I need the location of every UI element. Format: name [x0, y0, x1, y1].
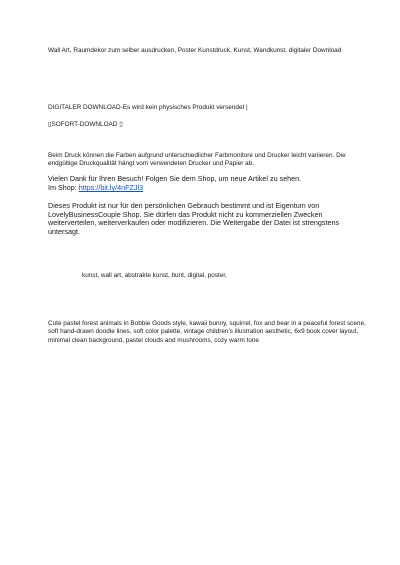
illustration-prompt: Cute pastel forest animals in Bobbie Goods style, kawaii bunny, squirrel, fox and bear in a peaceful forest scene, soft hand-drawn doodle lines, soft color palette, vintage children's illustration aesthetic, 6x9 book cover layout, minimal clean background, pastel clouds and mushrooms, cozy warm tone: [48, 320, 366, 344]
download-notice: DIGITALER DOWNLOAD-Es wird kein physisches Produkt versendet |: [48, 104, 248, 111]
shop-line: [48, 184, 368, 193]
legal-notice: Dieses Produkt ist nur für den persönlichen Gebrauch bestimmt und ist Eigentum von LovelyBusinessCouple Shop. Sie dürfen das Produkt nicht zu kommerziellen Zwecken weiterverteilen, weiterverkaufen oder modifizieren. Die Weitergabe der Datei ist strengstens untersagt.: [48, 201, 340, 236]
shop-label: Im Shop:: [48, 183, 79, 192]
tags-line: kunst, wall art, abstrakte kunst, bunt, digital, poster,: [82, 272, 227, 279]
print-note: Beim Druck können die Farben aufgrund unterschiedlicher Farbmonitore und Drucker leicht variieren. Die endgültige Druckqualität hängt vom verwendeten Drucker und Papier ab.: [48, 152, 346, 168]
shop-link[interactable]: https://bit.ly/4nFZJl3: [78, 183, 144, 192]
thanks-message: Vielen Dank für Ihren Besuch! Folgen Sie dem Shop, um neue Artikel zu sehen.: [48, 174, 302, 183]
product-title: Wall Art, Raumdekor zum selber ausdrucken, Poster Kunstdruck, Kunst, Wandkunst, digitaler Download: [48, 47, 342, 54]
instant-download-label: ▯SOFORT-DOWNLOAD ▯: [48, 121, 123, 128]
